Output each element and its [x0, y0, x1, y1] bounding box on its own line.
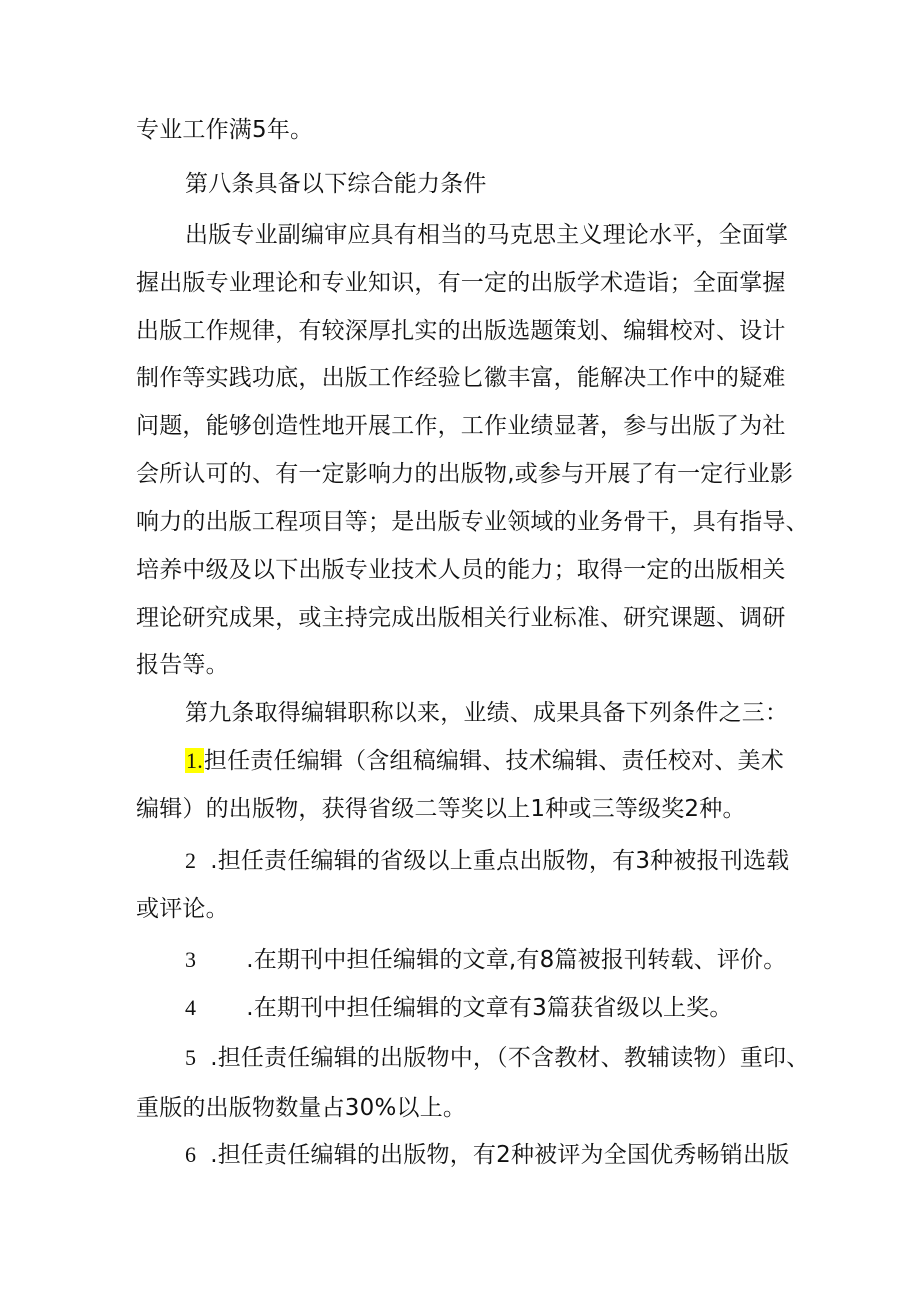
paragraph-line: 响力的出版工程项目等；是出版专业领域的业务骨干，具有指导、	[136, 509, 809, 535]
list-item-3: 3 .在期刊中担任编辑的文章,有8篇被报刊转载、评价。	[185, 947, 787, 973]
paragraph-line: 制作等实践功底，出版工作经验匕徽丰富，能解决工作中的疑难	[136, 365, 786, 391]
list-item-1: 1.担任责任编辑（含组稿编辑、技术编辑、责任校对、美术	[186, 748, 784, 774]
list-item-2: 2 .担任责任编辑的省级以上重点出版物，有3种被报刊选载	[185, 848, 790, 874]
list-item-4: 4 .在期刊中担任编辑的文章有3篇获省级以上奖。	[185, 995, 733, 1021]
paragraph-line: 会所认可的、有一定影响力的出版物,或参与开展了有一定行业影	[136, 461, 794, 487]
paragraph-line: 出版专业副编审应具有相当的马克思主义理论水平，全面掌	[185, 222, 789, 248]
paragraph-line: 专业工作满5年。	[136, 117, 314, 143]
highlighted-number: 1.	[186, 748, 203, 773]
paragraph-line: 握出版专业理论和专业知识，有一定的出版学术造诣；全面掌握	[136, 270, 786, 296]
article-8-heading: 第八条具备以下综合能力条件	[185, 171, 487, 197]
paragraph-line: 报告等。	[136, 652, 229, 678]
list-item-5: 5 .担任责任编辑的出版物中，（不含教材、教辅读物）重印、	[185, 1045, 810, 1071]
paragraph-line: 理论研究成果，或主持完成出版相关行业标准、研究课题、调研	[136, 605, 786, 631]
list-item-5-continued: 重版的出版物数量占30%以上。	[136, 1095, 467, 1121]
list-item-1-continued: 编辑）的出版物，获得省级二等奖以上1种或三等级奖2种。	[136, 796, 746, 822]
paragraph-line: 培养中级及以下出版专业技术人员的能力；取得一定的出版相关	[136, 557, 786, 583]
list-item-2-continued: 或评论。	[136, 896, 229, 922]
list-item-6: 6 .担任责任编辑的出版物，有2种被评为全国优秀畅销出版	[185, 1142, 790, 1168]
paragraph-line: 问题，能够创造性地开展工作，工作业绩显著，参与出版了为社	[136, 413, 786, 439]
paragraph-line: 出版工作规律，有较深厚扎实的出版选题策划、编辑校对、设计	[136, 318, 786, 344]
article-9-heading: 第九条取得编辑职称以来，业绩、成果具备下列条件之三：	[185, 700, 789, 726]
